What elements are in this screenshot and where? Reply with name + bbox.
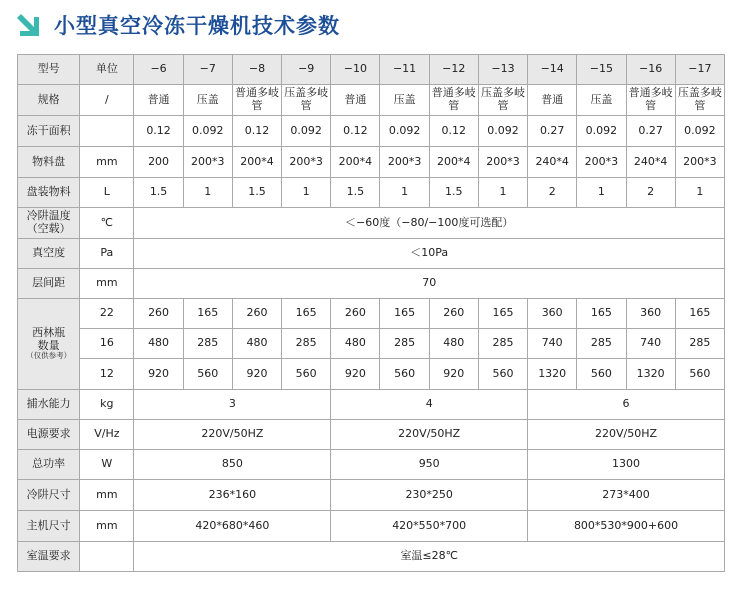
vial-cell: 260 [331,299,380,329]
spec-cell: 普通 [331,85,380,116]
vial-cell: 1320 [626,359,675,390]
cold-size-cell: 273*400 [528,480,725,511]
model-cell: −8 [232,55,281,85]
spec-cell: 普通 [528,85,577,116]
load-cell: 1 [380,178,429,208]
power-req-cell: 220V/50HZ [528,420,725,450]
row-label: 主机尺寸 [18,511,80,542]
area-cell: 0.12 [232,116,281,147]
vial-cell: 260 [134,299,183,329]
vial-cell: 360 [528,299,577,329]
main-size-cell: 420*680*460 [134,511,331,542]
spacing-row [18,269,725,299]
cold-size-row [18,480,725,511]
tray-cell: 200*4 [232,147,281,178]
vacuum-row [18,239,725,269]
load-cell: 1.5 [429,178,478,208]
model-row [18,55,725,85]
vial-size: 12 [80,359,134,390]
row-label-line: 西林瓶 [32,326,66,340]
vial-cell: 165 [282,299,331,329]
vial-row [18,329,725,359]
tray-cell: 240*4 [626,147,675,178]
power-row [18,450,725,480]
area-cell: 0.27 [626,116,675,147]
vial-cell: 165 [675,299,724,329]
area-cell: 0.12 [429,116,478,147]
load-cell: 1 [577,178,626,208]
room-value: 室温≤28℃ [134,542,725,572]
vial-cell: 165 [478,299,527,329]
vial-cell: 165 [183,299,232,329]
load-cell: 1 [183,178,232,208]
capture-row [18,390,725,420]
capture-cell: 6 [528,390,725,420]
spec-cell: 压盖多岐管 [675,85,724,116]
unit-cell: mm [80,269,134,299]
tray-cell: 200 [134,147,183,178]
area-cell: 0.092 [380,116,429,147]
row-label: 捕水能力 [18,390,80,420]
load-cell: 1.5 [331,178,380,208]
model-cell: −11 [380,55,429,85]
unit-cell: Pa [80,239,134,269]
vial-cell: 285 [282,329,331,359]
tray-cell: 240*4 [528,147,577,178]
vial-cell: 480 [331,329,380,359]
main-size-cell: 800*530*900+600 [528,511,725,542]
unit-header: 单位 [80,55,134,85]
vial-row [18,359,725,390]
model-cell: −6 [134,55,183,85]
vial-row [18,299,725,329]
vial-cell: 260 [429,299,478,329]
area-cell: 0.092 [282,116,331,147]
cold-temp-row [18,208,725,239]
model-cell: −17 [675,55,724,85]
area-cell: 0.12 [331,116,380,147]
spacing-value: 70 [134,269,725,299]
room-row [18,542,725,572]
row-label: 规格 [18,85,80,116]
spec-row [18,85,725,116]
unit-cell: mm [80,147,134,178]
row-label: 冻干面积 [18,116,80,147]
model-cell: −12 [429,55,478,85]
vial-cell: 285 [478,329,527,359]
row-label: 冷阱尺寸 [18,480,80,511]
vial-cell: 480 [134,329,183,359]
spec-cell: 普通多岐管 [232,85,281,116]
load-row [18,178,725,208]
page-title: 小型真空冷冻干燥机技术参数 [54,14,340,38]
power-cell: 1300 [528,450,725,480]
vial-cell: 480 [232,329,281,359]
load-cell: 1 [282,178,331,208]
spec-cell: 普通多岐管 [429,85,478,116]
cold-temp-value: ＜−60度（−80/−100度可选配） [134,208,725,239]
unit-cell [80,116,134,147]
vial-cell: 480 [429,329,478,359]
vial-cell: 560 [577,359,626,390]
vial-cell: 920 [331,359,380,390]
tray-cell: 200*3 [282,147,331,178]
row-label: 电源要求 [18,420,80,450]
spec-cell: 普通多岐管 [626,85,675,116]
area-cell: 0.092 [675,116,724,147]
capture-cell: 4 [331,390,528,420]
spec-cell: 压盖 [577,85,626,116]
vial-cell: 285 [675,329,724,359]
vial-cell: 740 [626,329,675,359]
tray-cell: 200*3 [577,147,626,178]
area-cell: 0.12 [134,116,183,147]
vial-cell: 285 [183,329,232,359]
vial-size: 16 [80,329,134,359]
load-cell: 2 [528,178,577,208]
main-size-row [18,511,725,542]
model-cell: −15 [577,55,626,85]
load-cell: 1 [675,178,724,208]
vial-cell: 285 [380,329,429,359]
down-right-arrow-icon [12,9,44,41]
area-cell: 0.092 [478,116,527,147]
vial-cell: 920 [232,359,281,390]
vial-cell: 165 [380,299,429,329]
unit-cell: / [80,85,134,116]
tray-row [18,147,725,178]
vial-cell: 560 [183,359,232,390]
vial-cell: 920 [134,359,183,390]
unit-cell: kg [80,390,134,420]
row-label: 总功率 [18,450,80,480]
spec-cell: 压盖 [183,85,232,116]
row-label: 盘装物料 [18,178,80,208]
vial-cell: 560 [282,359,331,390]
spec-cell: 压盖多岐管 [282,85,331,116]
cold-size-cell: 230*250 [331,480,528,511]
tray-cell: 200*3 [380,147,429,178]
power-cell: 950 [331,450,528,480]
page-header [12,8,340,42]
area-cell: 0.27 [528,116,577,147]
unit-cell: L [80,178,134,208]
model-cell: −16 [626,55,675,85]
row-label: 真空度 [18,239,80,269]
tray-cell: 200*4 [429,147,478,178]
power-req-cell: 220V/50HZ [134,420,331,450]
unit-cell [80,542,134,572]
tray-cell: 200*3 [675,147,724,178]
cold-size-cell: 236*160 [134,480,331,511]
row-label: 物料盘 [18,147,80,178]
vial-size: 22 [80,299,134,329]
unit-cell: ℃ [80,208,134,239]
unit-cell: mm [80,511,134,542]
row-label [18,208,80,239]
model-cell: −7 [183,55,232,85]
row-label-line: 冷阱温度 [26,209,71,223]
spec-cell: 压盖多岐管 [478,85,527,116]
model-cell: −14 [528,55,577,85]
vial-cell: 560 [478,359,527,390]
unit-cell: W [80,450,134,480]
load-cell: 1 [478,178,527,208]
vial-cell: 560 [380,359,429,390]
spec-cell: 压盖 [380,85,429,116]
capture-cell: 3 [134,390,331,420]
row-label [18,299,80,390]
vial-cell: 285 [577,329,626,359]
model-cell: −13 [478,55,527,85]
vial-cell: 260 [232,299,281,329]
unit-cell: V/Hz [80,420,134,450]
tray-cell: 200*3 [478,147,527,178]
power-req-cell: 220V/50HZ [331,420,528,450]
model-cell: −10 [331,55,380,85]
row-label: 层间距 [18,269,80,299]
area-cell: 0.092 [577,116,626,147]
load-cell: 2 [626,178,675,208]
spec-cell: 普通 [134,85,183,116]
row-label-note: （仅供参考） [26,351,72,361]
vial-cell: 740 [528,329,577,359]
vial-cell: 1320 [528,359,577,390]
row-label: 室温要求 [18,542,80,572]
vial-cell: 360 [626,299,675,329]
load-cell: 1.5 [134,178,183,208]
load-cell: 1.5 [232,178,281,208]
vial-cell: 165 [577,299,626,329]
row-label-line: （空载） [26,222,71,235]
main-size-cell: 420*550*700 [331,511,528,542]
row-label: 型号 [18,55,80,85]
tray-cell: 200*4 [331,147,380,178]
power-req-row [18,420,725,450]
vacuum-value: ＜10Pa [134,239,725,269]
row-label-line: 数量 [37,338,60,352]
area-cell: 0.092 [183,116,232,147]
spec-table [17,54,725,572]
tray-cell: 200*3 [183,147,232,178]
power-cell: 850 [134,450,331,480]
unit-cell: mm [80,480,134,511]
vial-cell: 560 [675,359,724,390]
vial-cell: 920 [429,359,478,390]
model-cell: −9 [282,55,331,85]
area-row [18,116,725,147]
